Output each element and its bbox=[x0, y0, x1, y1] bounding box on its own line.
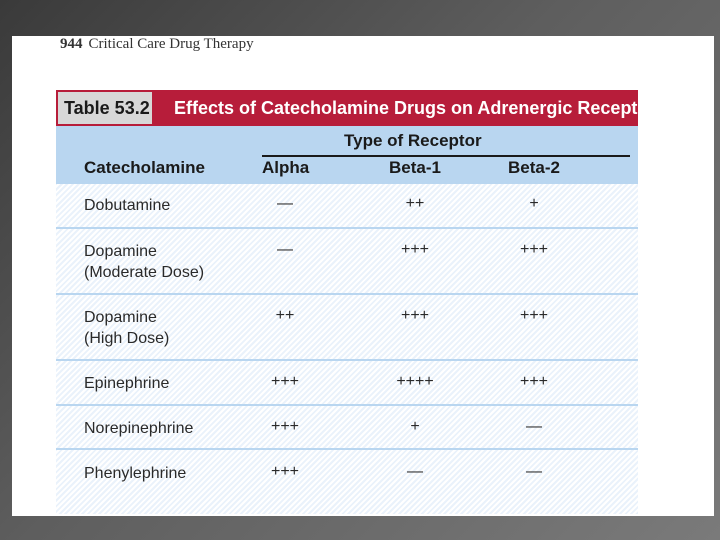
table-row bbox=[56, 450, 638, 514]
running-head bbox=[60, 36, 254, 56]
page-number: 944 bbox=[60, 36, 83, 52]
row-beta-1-value: ++++ bbox=[396, 373, 434, 390]
row-alpha-value: +++ bbox=[270, 373, 300, 390]
row-beta-1-value: +++ bbox=[400, 307, 430, 324]
column-header-catecholamine: Catecholamine bbox=[84, 158, 205, 177]
column-header-alpha: Alpha bbox=[262, 158, 310, 177]
table-row bbox=[56, 361, 638, 406]
row-beta-2-value: + bbox=[529, 195, 539, 212]
row-beta-1-value: ++ bbox=[405, 195, 425, 212]
row-alpha-value: +++ bbox=[270, 463, 300, 480]
row-alpha-value: +++ bbox=[270, 418, 300, 435]
receptor-group-header: Type of Receptor bbox=[344, 131, 482, 150]
row-beta-2-value: — bbox=[526, 463, 542, 480]
table-label: Table 53.2 bbox=[58, 92, 152, 124]
column-header-beta-2: Beta-2 bbox=[508, 158, 560, 177]
row-drug-name: Dopamine bbox=[84, 243, 157, 260]
group-header-rule bbox=[262, 155, 630, 157]
row-alpha-value: — bbox=[277, 195, 293, 212]
running-title: Critical Care Drug Therapy bbox=[88, 36, 254, 52]
table-header bbox=[56, 126, 638, 184]
row-drug-name: Dobutamine bbox=[84, 197, 171, 214]
row-drug-name: Phenylephrine bbox=[84, 465, 187, 482]
table-title: Effects of Catecholamine Drugs on Adrenergic Receptors bbox=[174, 98, 666, 118]
column-header-beta-1: Beta-1 bbox=[389, 158, 441, 177]
row-beta-2-value: +++ bbox=[519, 373, 549, 390]
row-beta-2-value: +++ bbox=[519, 307, 549, 324]
row-drug-name: Dopamine bbox=[84, 309, 157, 326]
row-beta-1-value: — bbox=[407, 463, 423, 480]
row-drug-dose: (High Dose) bbox=[84, 330, 170, 347]
row-alpha-value: — bbox=[277, 241, 293, 258]
row-drug-dose: (Moderate Dose) bbox=[84, 264, 205, 281]
row-beta-2-value: — bbox=[526, 418, 542, 435]
row-beta-1-value: +++ bbox=[400, 241, 430, 258]
row-beta-2-value: +++ bbox=[519, 241, 549, 258]
document-page bbox=[12, 36, 714, 516]
row-beta-1-value: + bbox=[410, 418, 420, 435]
table-row bbox=[56, 406, 638, 450]
table-row bbox=[56, 184, 638, 229]
row-alpha-value: ++ bbox=[275, 307, 295, 324]
table-row bbox=[56, 229, 638, 295]
row-drug-name: Epinephrine bbox=[84, 375, 170, 392]
table-row bbox=[56, 295, 638, 361]
row-drug-name: Norepinephrine bbox=[84, 420, 194, 437]
table-title-bar bbox=[56, 90, 666, 126]
receptor-table bbox=[56, 126, 638, 514]
